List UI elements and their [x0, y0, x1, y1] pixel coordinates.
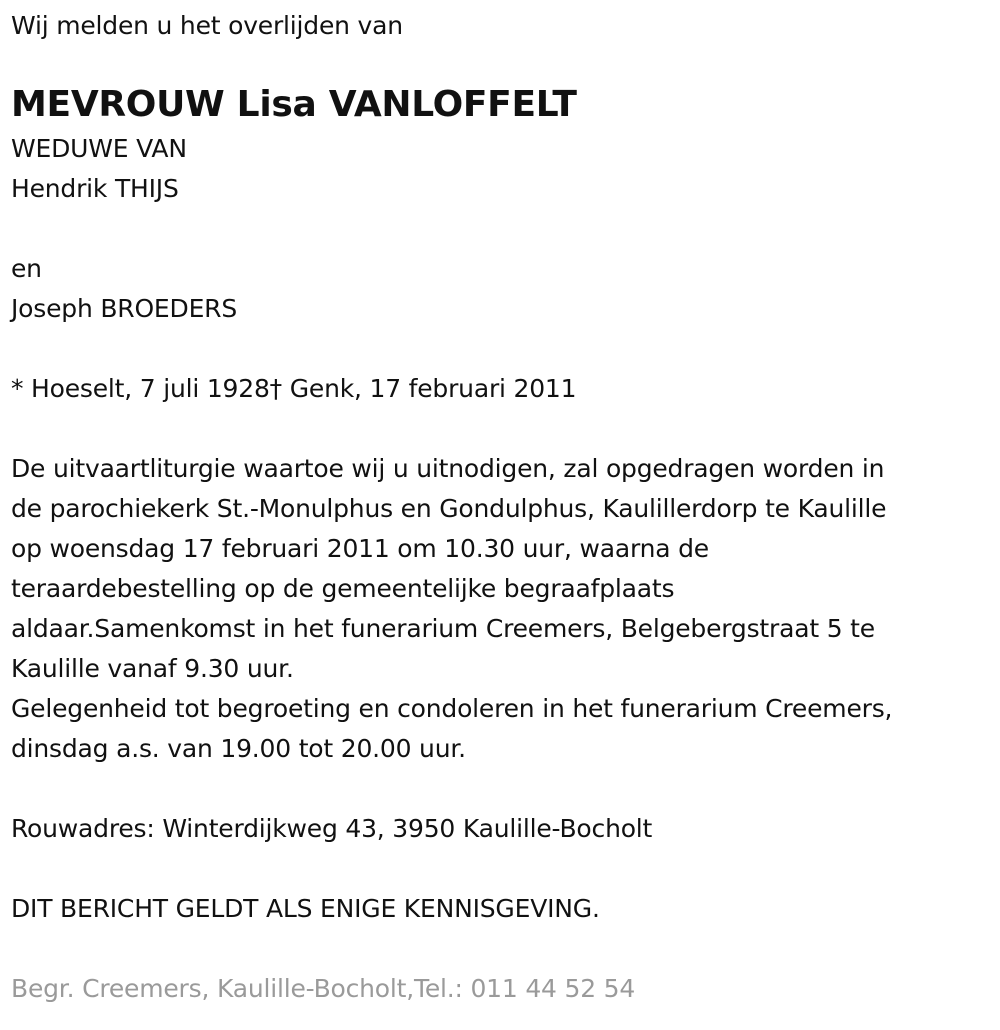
spouse-second: Joseph BROEDERS: [11, 294, 238, 323]
spacer: [11, 929, 991, 969]
spacer: [11, 209, 991, 249]
deceased-name: MEVROUW Lisa VANLOFFELT: [11, 84, 577, 125]
widow-label: WEDUWE VAN: [11, 134, 187, 163]
ceremony-line: Gelegenheid tot begroeting en condoleren in het funerarium Creemers,: [11, 694, 893, 723]
birth-death-dates: * Hoeselt, 7 juli 1928† Genk, 17 februari 2011: [11, 374, 577, 403]
ceremony-line: dinsdag a.s. van 19.00 tot 20.00 uur.: [11, 734, 466, 763]
ceremony-line: teraardebestelling op de gemeentelijke begraafplaats: [11, 574, 675, 603]
ceremony-line: op woensdag 17 februari 2011 om 10.30 uur, waarna de: [11, 534, 709, 563]
funeral-home-footer: Begr. Creemers, Kaulille-Bocholt,Tel.: 011 44 52 54: [11, 974, 636, 1003]
spacer: [11, 849, 991, 889]
spacer: [11, 409, 991, 449]
conjunction-text: en: [11, 254, 42, 283]
spouse-first: Hendrik THIJS: [11, 174, 179, 203]
mourning-address: Rouwadres: Winterdijkweg 43, 3950 Kaulille-Bocholt: [11, 814, 653, 843]
ceremony-line: de parochiekerk St.-Monulphus en Gondulphus, Kaulillerdorp te Kaulille: [11, 494, 887, 523]
spacer: [11, 329, 991, 369]
ceremony-paragraph: [11, 449, 991, 769]
obituary-notice: [11, 6, 991, 1009]
intro-text: Wij melden u het overlijden van: [11, 11, 403, 40]
ceremony-line: Kaulille vanaf 9.30 uur.: [11, 654, 294, 683]
spacer: [11, 769, 991, 809]
notice-statement: DIT BERICHT GELDT ALS ENIGE KENNISGEVING.: [11, 894, 600, 923]
ceremony-line: aldaar.Samenkomst in het funerarium Creemers, Belgebergstraat 5 te: [11, 614, 875, 643]
ceremony-line: De uitvaartliturgie waartoe wij u uitnodigen, zal opgedragen worden in: [11, 454, 885, 483]
